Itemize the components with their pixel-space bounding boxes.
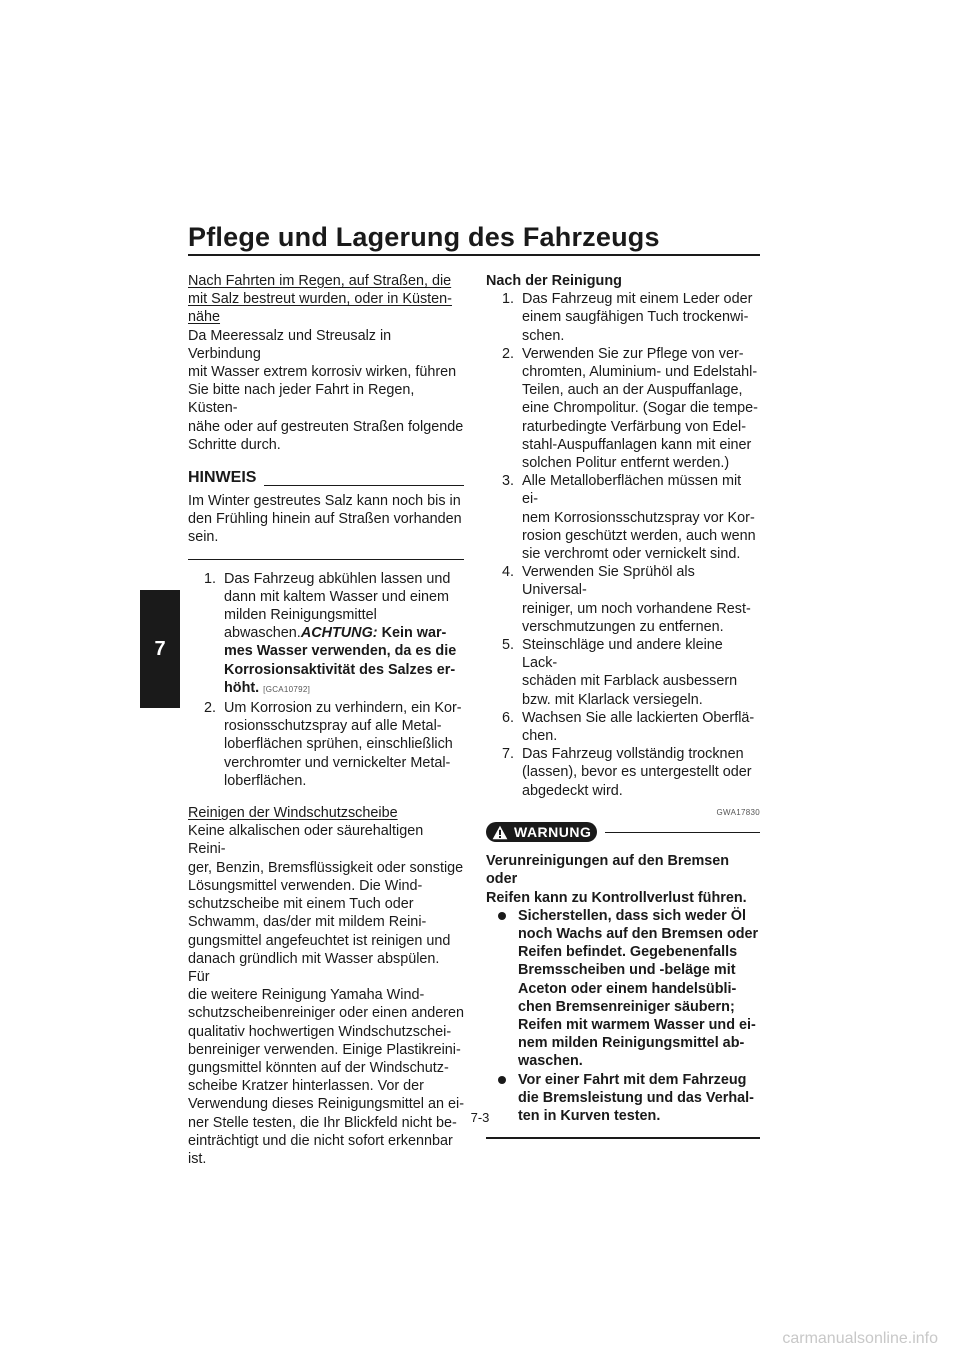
text-line: stahl-Auspuffanlagen kann mit einer (522, 436, 752, 453)
step-text (522, 745, 760, 800)
text-line: abgedeckt wird. (522, 782, 623, 799)
text-line: chen. (522, 728, 558, 745)
step-text (522, 636, 760, 709)
text-line: Sicherstellen, dass sich weder Öl (518, 907, 746, 924)
step-number: 4. (502, 564, 515, 581)
text-line: die Bremsleistung und das Verhal- (518, 1089, 754, 1106)
text-line: Das Fahrzeug abkühlen lassen und (224, 570, 451, 587)
note-body (188, 492, 464, 547)
text-line: scheibe Kratzer hinterlassen. Vor der (188, 1078, 424, 1095)
right-column (486, 272, 760, 1139)
text-line: qualitativ hochwertigen Windschutzschei- (188, 1023, 452, 1040)
step-text (522, 709, 760, 745)
step-number: 1. (204, 570, 217, 587)
text-line: schen. (522, 327, 565, 344)
text-line (224, 679, 464, 699)
rain-salt-paragraph (188, 327, 464, 454)
note-title: HINWEIS (188, 469, 257, 487)
text-line: einträchtigt und die nicht sofort erkennbar (188, 1132, 453, 1149)
text-line: danach gründlich mit Wasser abspülen. Für (188, 950, 440, 985)
after-cleaning-steps-list (486, 290, 760, 800)
caution-text: höht. (224, 679, 260, 696)
step-number: 1. (502, 291, 515, 308)
text-line: einem saugfähigen Tuch trockenwi- (522, 309, 749, 326)
step-number: 7. (502, 746, 515, 763)
text-line (224, 624, 464, 642)
step-text (522, 290, 760, 345)
text-line: nähe oder auf gestreuten Straßen folgende (188, 418, 464, 435)
text-line: Reifen kann zu Kontrollverlust führen. (486, 889, 747, 906)
text-line: Schwamm, das/der mit mildem Reini- (188, 914, 427, 931)
text-line: Verwenden Sie Sprühöl als Universal- (522, 564, 695, 599)
text-line: rosionsschutzspray auf alle Metal- (224, 718, 442, 735)
list-item (486, 745, 760, 800)
text-line: noch Wachs auf den Bremsen oder (518, 925, 759, 942)
heading-line: mit Salz bestreut wurden, oder in Küsten- (188, 291, 452, 308)
text-line: nem milden Reinigungsmittel ab- (518, 1035, 745, 1052)
warning-header-rule (605, 832, 760, 833)
step-number: 2. (502, 345, 515, 362)
list-item (486, 709, 760, 745)
text-line: Alle Metalloberflächen müssen mit ei- (522, 473, 742, 508)
list-item (486, 345, 760, 472)
bullet-text (518, 907, 758, 1071)
warning-header (486, 822, 760, 842)
left-column (188, 272, 464, 1168)
text-line: loberflächen. (224, 772, 307, 789)
step-number: 6. (502, 709, 515, 726)
warning-code: GWA17830 (716, 807, 760, 817)
text-line: Verwendung dieses Reinigungsmittel an ei- (188, 1096, 464, 1113)
list-item (188, 570, 464, 699)
text-line: Das Fahrzeug mit einem Leder oder (522, 291, 753, 308)
text-line: chen Bremsenreiniger säubern; (518, 998, 735, 1015)
text-line: verchromter und vernickelter Metal- (224, 754, 451, 771)
list-item (486, 563, 760, 636)
step-text (522, 345, 760, 472)
text-line: verschmutzungen zu entfernen. (522, 618, 724, 635)
heading-line: nähe (188, 309, 221, 326)
title-rule (188, 254, 760, 256)
text-line: Steinschläge und andere kleine Lack- (522, 637, 723, 672)
text-line: chromten, Aluminium- und Edelstahl- (522, 364, 758, 381)
page-number: 7-3 (470, 1110, 490, 1125)
heading-line: Nach Fahrten im Regen, auf Straßen, die (188, 273, 452, 289)
text-line: Verunreinigungen auf den Bremsen oder (486, 853, 730, 888)
caution-text: mes Wasser verwenden, da es die (224, 643, 457, 660)
text-line: Vor einer Fahrt mit dem Fahrzeug (518, 1071, 747, 1088)
caution-text: Kein war- (381, 625, 447, 642)
text-line: schutzscheibenreiniger oder einen anderen (188, 1005, 465, 1022)
page-title: Pflege und Lagerung des Fahrzeugs (188, 222, 660, 252)
text-line: loberflächen sprühen, einschließlich (224, 736, 453, 753)
warning-triangle-icon (492, 825, 508, 840)
text-line: milden Reinigungsmittel (224, 607, 377, 624)
salt-steps-list (188, 570, 464, 790)
text-line: waschen. (518, 1053, 583, 1070)
text-line: den Frühling hinein auf Straßen vorhanden (188, 511, 462, 528)
text-line: sein. (188, 529, 219, 546)
text-line: ist. (188, 1150, 207, 1167)
text-line: solchen Politur entfernt werden.) (522, 455, 730, 472)
text-line: bzw. mit Klarlack versiegeln. (522, 691, 703, 708)
list-item (486, 636, 760, 709)
text-line: sie verchromt oder vernickelt sind. (522, 546, 741, 563)
text-line: ten in Kurven testen. (518, 1107, 661, 1124)
step-text (522, 563, 760, 636)
step-number: 5. (502, 637, 515, 654)
caution-text: Korrosionsaktivität des Salzes er- (224, 661, 456, 678)
text-line: Reifen mit warmem Wasser und ei- (518, 1016, 756, 1033)
text-line: Bremsscheiben und -beläge mit (518, 962, 736, 979)
text-line: reiniger, um noch vorhandene Rest- (522, 600, 751, 617)
note-header (188, 468, 464, 488)
text-line: die weitere Reinigung Yamaha Wind- (188, 987, 425, 1004)
text-line: Sie bitte nach jeder Fahrt in Regen, Küsten- (188, 382, 415, 417)
text-line: gungsmittel könnten auf der Windschutz- (188, 1059, 449, 1076)
watermark: carmanualsonline.info (782, 1330, 938, 1347)
warning-end-rule (486, 1137, 760, 1139)
text-line: gungsmittel angefeuchtet ist reinigen und (188, 932, 451, 949)
text-line: eine Chrompolitur. (Sogar die tempe- (522, 400, 758, 417)
text-line: Da Meeressalz und Streusalz in Verbindung (188, 327, 392, 362)
step-text (224, 699, 464, 790)
step-text-end: abwaschen. (224, 625, 301, 642)
text-line: (lassen), bevor es untergestellt oder (522, 764, 752, 781)
caution-code: [GCA10792] (263, 684, 311, 694)
note-header-rule (264, 485, 464, 486)
chapter-tab: 7 (140, 590, 180, 708)
after-cleaning-heading: Nach der Reinigung (486, 273, 622, 289)
bullet-icon (486, 907, 518, 1071)
text-line: Keine alkalischen oder säurehaltigen Reini- (188, 823, 424, 858)
text-line: Wachsen Sie alle lackierten Oberflä- (522, 709, 755, 726)
warning-label: WARNUNG (514, 824, 592, 840)
text-line: Im Winter gestreutes Salz kann noch bis in (188, 493, 461, 510)
text-line: rosion geschützt werden, auch wenn (522, 527, 756, 544)
text-line: nem Korrosionsschutzspray vor Kor- (522, 509, 755, 526)
warning-badge (486, 822, 597, 842)
text-line: Reifen befindet. Gegebenenfalls (518, 944, 738, 961)
step-text (224, 570, 464, 699)
step-text (522, 472, 760, 563)
warning-body (486, 852, 760, 1125)
text-line: benreiniger verwenden. Einige Plastikreini- (188, 1041, 461, 1058)
caution-keyword: ACHTUNG: (300, 625, 378, 642)
warning-bullet (486, 907, 760, 1071)
text-line: Teilen, auch an der Auspuffanlage, (522, 382, 743, 399)
note-end-rule (188, 559, 464, 560)
rain-salt-heading (188, 272, 464, 327)
list-item (188, 699, 464, 790)
text-line: Aceton oder einem handelsübli- (518, 980, 737, 997)
text-line: raturbedingte Verfärbung von Edel- (522, 418, 747, 435)
text-line: Das Fahrzeug vollständig trocknen (522, 746, 744, 763)
text-line: ner Stelle testen, die Ihr Blickfeld nicht be- (188, 1114, 457, 1131)
list-item (486, 472, 760, 563)
step-number: 3. (502, 473, 515, 490)
windshield-heading: Reinigen der Windschutzscheibe (188, 805, 398, 822)
text-line: dann mit kaltem Wasser und einem (224, 588, 450, 605)
text-line: Verwenden Sie zur Pflege von ver- (522, 345, 744, 362)
text-line: Um Korrosion zu verhindern, ein Kor- (224, 700, 462, 717)
text-line: mit Wasser extrem korrosiv wirken, führen (188, 364, 457, 381)
text-line: Lösungsmittel verwenden. Die Wind- (188, 877, 423, 894)
text-line: Schritte durch. (188, 436, 281, 453)
step-number: 2. (204, 700, 217, 717)
text-line: schäden mit Farblack ausbessern (522, 673, 738, 690)
text-line: ger, Benzin, Bremsflüssigkeit oder sonstige (188, 859, 464, 876)
list-item (486, 290, 760, 345)
text-line: schutzscheibe mit einem Tuch oder (188, 896, 414, 913)
